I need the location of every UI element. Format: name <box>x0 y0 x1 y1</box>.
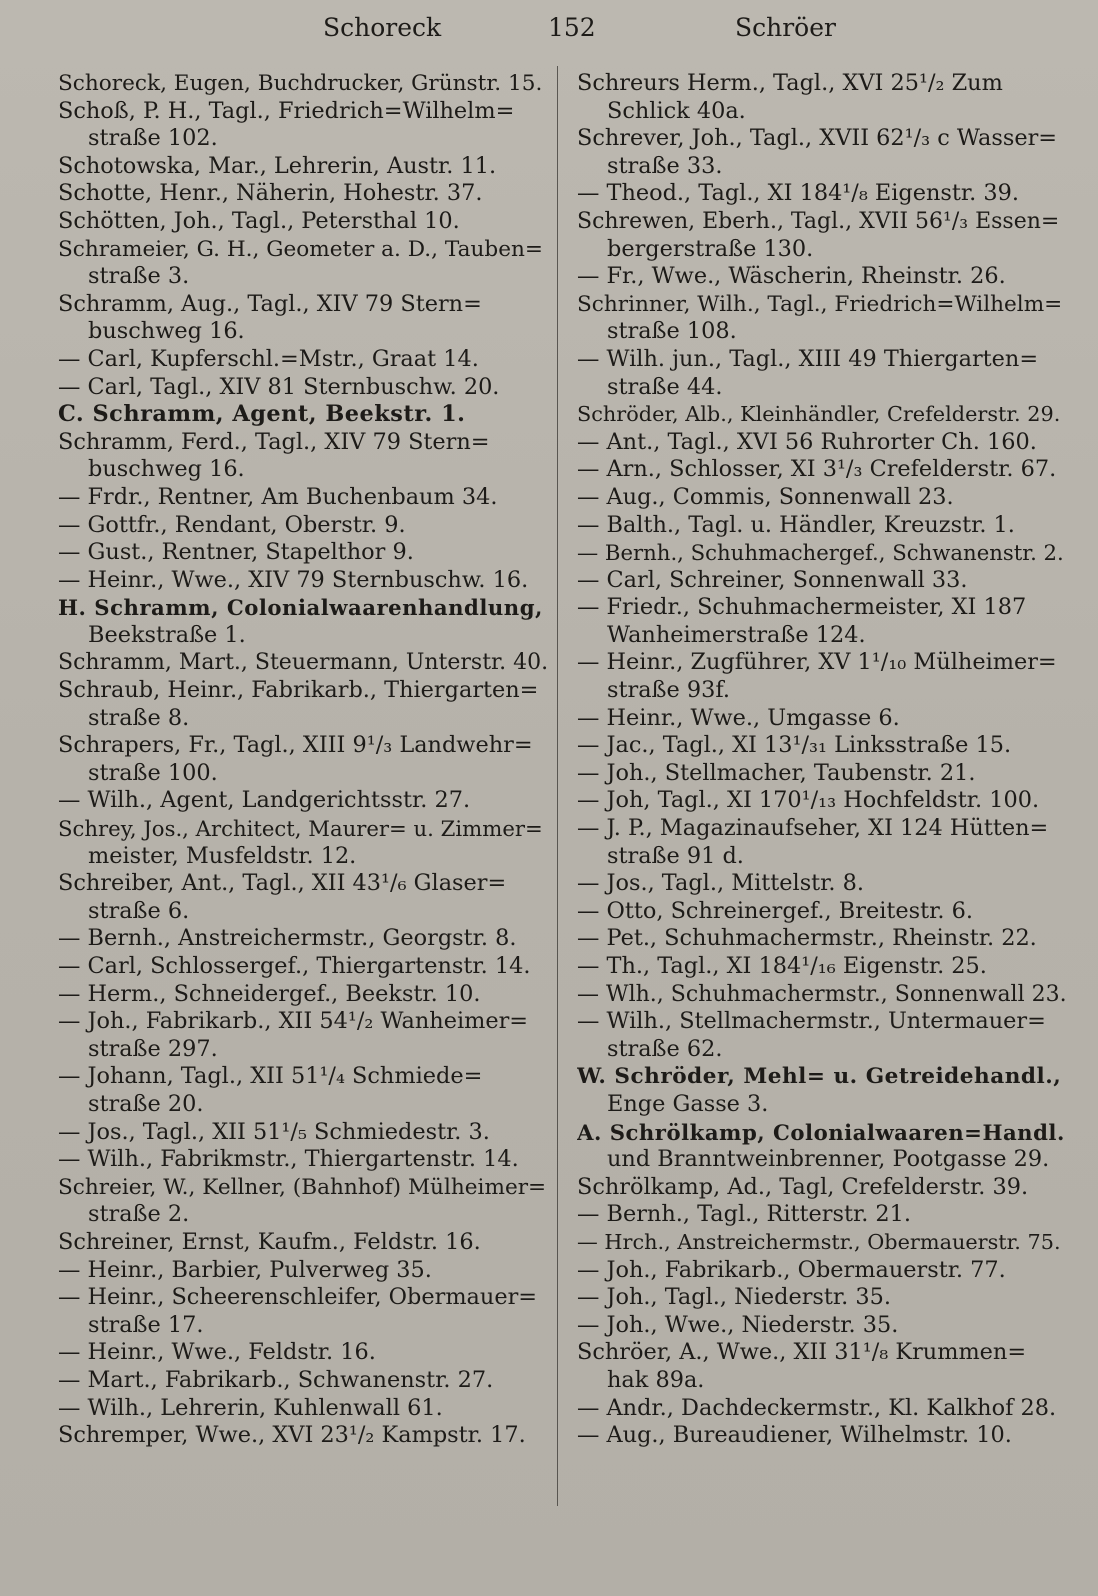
directory-line: C. Schramm, Agent, Beekstr. 1. <box>58 401 466 428</box>
directory-line: Schrever, Joh., Tagl., XVII 62¹/₃ c Wasser= <box>577 125 1058 152</box>
directory-line: straße 100. <box>88 759 218 786</box>
directory-line: W. Schröder, Mehl= u. Getreidehandl., <box>577 1064 1062 1090</box>
directory-line: straße 2. <box>88 1201 190 1228</box>
running-head-left: Schoreck <box>323 13 442 42</box>
directory-line: — Heinr., Zugführer, XV 1¹/₁₀ Mülheimer= <box>577 649 1057 676</box>
directory-line: — Wilh., Lehrerin, Kuhlenwall 61. <box>58 1394 443 1421</box>
directory-line: Schröder, Alb., Kleinhändler, Crefelderstr. 29. <box>577 402 1061 427</box>
directory-line: straße 20. <box>88 1090 204 1117</box>
directory-line: — Balth., Tagl. u. Händler, Kreuzstr. 1. <box>577 511 1015 538</box>
directory-line: Schreurs Herm., Tagl., XVI 25¹/₂ Zum <box>577 70 1003 96</box>
directory-line: Schröer, A., Wwe., XII 31¹/₈ Krummen= <box>577 1339 1027 1366</box>
directory-line: Schramm, Aug., Tagl., XIV 79 Stern= <box>58 290 482 317</box>
directory-line: Wanheimerstraße 124. <box>607 621 866 648</box>
directory-line: — Aug., Bureaudiener, Wilhelmstr. 10. <box>577 1422 1012 1449</box>
column-divider <box>557 66 558 1506</box>
directory-line: Schreiber, Ant., Tagl., XII 43¹/₆ Glaser= <box>58 870 507 897</box>
directory-line: Schrinner, Wilh., Tagl., Friedrich=Wilhelm= <box>577 291 1063 317</box>
directory-line: straße 33. <box>607 152 723 179</box>
directory-line: straße 6. <box>88 897 190 924</box>
directory-line: A. Schrölkamp, Colonialwaaren=Handl. <box>577 1119 1065 1145</box>
directory-line: bergerstraße 130. <box>607 235 814 262</box>
directory-line: — Heinr., Scheerenschleifer, Obermauer= <box>58 1284 538 1311</box>
directory-line: — Bernh., Tagl., Ritterstr. 21. <box>577 1201 912 1228</box>
directory-line: Schrey, Jos., Architect, Maurer= u. Zimmer= <box>58 816 543 842</box>
directory-line: Schramm, Mart., Steuermann, Unterstr. 40. <box>58 650 549 676</box>
directory-line: meister, Musfeldstr. 12. <box>88 842 357 869</box>
directory-line: — Aug., Commis, Sonnenwall 23. <box>577 483 954 510</box>
directory-line: — Heinr., Wwe., XIV 79 Sternbuschw. 16. <box>58 566 529 593</box>
directory-line: — Carl, Tagl., XIV 81 Sternbuschw. 20. <box>58 373 500 400</box>
directory-line: — Otto, Schreinergef., Breitestr. 6. <box>577 897 973 924</box>
page-header <box>0 8 1098 48</box>
directory-line: — Frdr., Rentner, Am Buchenbaum 34. <box>58 483 498 510</box>
directory-line: — Friedr., Schuhmachermeister, XI 187 <box>577 594 1027 621</box>
directory-line: — Bernh., Anstreichermstr., Georgstr. 8. <box>58 925 517 952</box>
directory-line: — Theod., Tagl., XI 184¹/₈ Eigenstr. 39. <box>577 180 1020 207</box>
directory-line: Schrapers, Fr., Tagl., XIII 9¹/₃ Landwehr= <box>58 732 533 759</box>
directory-line: Schlick 40a. <box>607 97 746 124</box>
directory-line: — Heinr., Wwe., Umgasse 6. <box>577 704 900 731</box>
directory-line: — Joh., Wwe., Niederstr. 35. <box>577 1311 899 1338</box>
directory-line: — Hrch., Anstreichermstr., Obermauerstr. 75. <box>577 1229 1061 1254</box>
directory-line: — Pet., Schuhmachermstr., Rheinstr. 22. <box>577 925 1037 952</box>
directory-line: Schramm, Ferd., Tagl., XIV 79 Stern= <box>58 428 490 455</box>
directory-line: — Bernh., Schuhmachergef., Schwanenstr. 2. <box>577 540 1064 566</box>
directory-line: und Branntweinbrenner, Pootgasse 29. <box>607 1146 1050 1173</box>
directory-line: — Carl, Schlossergef., Thiergartenstr. 14. <box>58 953 531 979</box>
directory-line: — Joh, Tagl., XI 170¹/₁₃ Hochfeldstr. 100. <box>577 787 1040 814</box>
directory-line: Schotowska, Mar., Lehrerin, Austr. 11. <box>58 152 497 179</box>
directory-line: Schraub, Heinr., Fabrikarb., Thiergarten= <box>58 677 539 704</box>
directory-line: straße 108. <box>607 318 737 345</box>
directory-line: Schreier, W., Kellner, (Bahnhof) Mülheimer= <box>58 1174 547 1200</box>
directory-line: — Herm., Schneidergef., Beekstr. 10. <box>58 980 481 1007</box>
directory-line: — Joh., Stellmacher, Taubenstr. 21. <box>577 759 976 786</box>
directory-line: — Joh., Fabrikarb., Obermauerstr. 77. <box>577 1256 1006 1283</box>
directory-line: — Ant., Tagl., XVI 56 Ruhrorter Ch. 160. <box>577 428 1037 455</box>
directory-line: straße 17. <box>88 1311 204 1338</box>
directory-line: Schremper, Wwe., XVI 23¹/₂ Kampstr. 17. <box>58 1422 526 1449</box>
directory-line: — Heinr., Barbier, Pulverweg 35. <box>58 1256 432 1283</box>
directory-line: — Jos., Tagl., Mittelstr. 8. <box>577 870 865 897</box>
directory-line: straße 93f. <box>607 677 730 704</box>
running-head-right: Schröer <box>735 13 836 42</box>
directory-line: straße 102. <box>88 125 218 152</box>
directory-line: — Heinr., Wwe., Feldstr. 16. <box>58 1339 376 1366</box>
directory-line: — Wlh., Schuhmachermstr., Sonnenwall 23. <box>577 981 1067 1007</box>
directory-line: — Mart., Fabrikarb., Schwanenstr. 27. <box>58 1366 494 1393</box>
directory-line: — Fr., Wwe., Wäscherin, Rheinstr. 26. <box>577 263 1006 290</box>
directory-line: straße 8. <box>88 704 190 731</box>
directory-line: straße 3. <box>88 263 190 290</box>
directory-line: straße 91 d. <box>607 842 744 869</box>
directory-line: — Jos., Tagl., XII 51¹/₅ Schmiedestr. 3. <box>58 1118 490 1145</box>
directory-line: Schrewen, Eberh., Tagl., XVII 56¹/₃ Essen= <box>577 208 1060 234</box>
directory-line: — Th., Tagl., XI 184¹/₁₆ Eigenstr. 25. <box>577 953 987 979</box>
directory-line: Schrölkamp, Ad., Tagl, Crefelderstr. 39. <box>577 1173 1029 1200</box>
directory-line: Schrameier, G. H., Geometer a. D., Tauben= <box>58 236 544 262</box>
directory-line: — Wilh., Stellmachermstr., Untermauer= <box>577 1008 1046 1035</box>
directory-line: — Wilh., Fabrikmstr., Thiergartenstr. 14. <box>58 1146 519 1173</box>
directory-line: H. Schramm, Colonialwaarenhandlung, <box>58 595 543 621</box>
directory-line: buschweg 16. <box>88 318 245 345</box>
directory-line: — Johann, Tagl., XII 51¹/₄ Schmiede= <box>58 1063 483 1090</box>
directory-line: — Wilh. jun., Tagl., XIII 49 Thiergarten= <box>577 345 1039 372</box>
directory-line: — Wilh., Agent, Landgerichtsstr. 27. <box>58 787 471 814</box>
right-column <box>577 70 1067 1450</box>
directory-line: — Joh., Fabrikarb., XII 54¹/₂ Wanheimer= <box>58 1008 529 1035</box>
directory-line: straße 62. <box>607 1035 723 1062</box>
directory-line: buschweg 16. <box>88 456 245 483</box>
directory-line: Schreiner, Ernst, Kaufm., Feldstr. 16. <box>58 1228 481 1255</box>
left-column <box>58 70 550 1450</box>
directory-line: Schotte, Henr., Näherin, Hohestr. 37. <box>58 180 483 207</box>
directory-line: — Joh., Tagl., Niederstr. 35. <box>577 1284 891 1311</box>
directory-line: — Gust., Rentner, Stapelthor 9. <box>58 539 414 566</box>
directory-line: — Jac., Tagl., XI 13¹/₃₁ Linksstraße 15. <box>577 732 1012 759</box>
directory-line: — Arn., Schlosser, XI 3¹/₃ Crefelderstr. 67. <box>577 456 1057 483</box>
directory-line: — Carl, Kupferschl.=Mstr., Graat 14. <box>58 345 479 372</box>
directory-line: Enge Gasse 3. <box>607 1090 769 1117</box>
directory-line: — Andr., Dachdeckermstr., Kl. Kalkhof 28. <box>577 1394 1057 1421</box>
directory-line: Schoß, P. H., Tagl., Friedrich=Wilhelm= <box>58 97 515 124</box>
directory-line: Schötten, Joh., Tagl., Petersthal 10. <box>58 207 460 234</box>
directory-line: Schoreck, Eugen, Buchdrucker, Grünstr. 15. <box>58 71 543 96</box>
page-number: 152 <box>548 13 596 42</box>
directory-line: hak 89a. <box>607 1366 705 1393</box>
directory-line: straße 297. <box>88 1035 218 1062</box>
directory-line: straße 44. <box>607 373 723 400</box>
directory-line: — J. P., Magazinaufseher, XI 124 Hütten= <box>577 815 1049 842</box>
directory-line: Beekstraße 1. <box>88 621 246 648</box>
directory-line: — Carl, Schreiner, Sonnenwall 33. <box>577 566 968 593</box>
directory-line: — Gottfr., Rendant, Oberstr. 9. <box>58 511 406 538</box>
